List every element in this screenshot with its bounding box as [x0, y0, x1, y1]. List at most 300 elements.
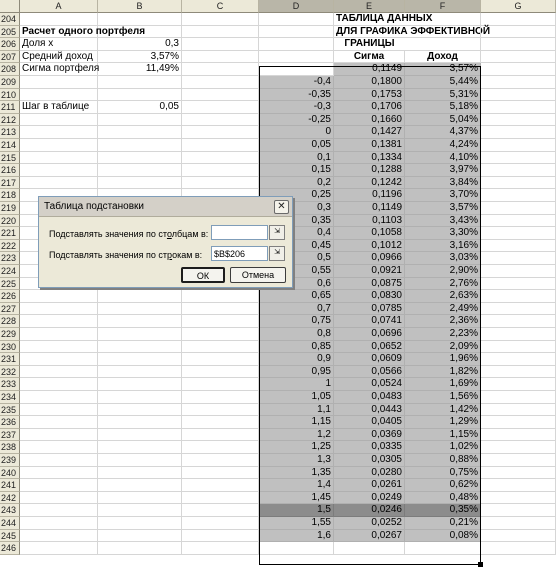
- row-header[interactable]: 239: [0, 454, 20, 467]
- cell-b[interactable]: 0,05: [98, 101, 182, 114]
- row-header[interactable]: 205: [0, 26, 20, 39]
- cell-b[interactable]: 3,57%: [98, 51, 182, 64]
- cell-e[interactable]: ТАБЛИЦА ДАННЫХ: [336, 13, 433, 24]
- cell-d[interactable]: 0,25: [259, 189, 334, 202]
- cell-e[interactable]: 0,0335: [334, 441, 405, 454]
- cell-f[interactable]: [405, 13, 481, 26]
- cell-empty[interactable]: [182, 353, 259, 366]
- cell-empty[interactable]: [481, 152, 556, 165]
- cell-e[interactable]: [334, 542, 405, 555]
- cell-e[interactable]: 0,1058: [334, 227, 405, 240]
- cell-empty[interactable]: [481, 51, 556, 64]
- ok-button[interactable]: ОК: [181, 267, 225, 283]
- cell-e[interactable]: 0,1427: [334, 126, 405, 139]
- fill-handle[interactable]: [478, 562, 483, 567]
- cell-d[interactable]: 1,55: [259, 517, 334, 530]
- cell-b[interactable]: [98, 542, 182, 555]
- cell-f[interactable]: 3,30%: [405, 227, 481, 240]
- cell-b[interactable]: [98, 530, 182, 543]
- cell-f[interactable]: 0,88%: [405, 454, 481, 467]
- cell-e[interactable]: 0,1103: [334, 215, 405, 228]
- row-ref-picker-icon[interactable]: ⇲: [269, 246, 285, 261]
- cell-b[interactable]: [98, 76, 182, 89]
- cell-a[interactable]: [20, 126, 98, 139]
- cell-empty[interactable]: [481, 416, 556, 429]
- cell-empty[interactable]: [481, 189, 556, 202]
- cell-f[interactable]: 5,31%: [405, 89, 481, 102]
- cell-a[interactable]: [20, 429, 98, 442]
- cell-empty[interactable]: [182, 76, 259, 89]
- cell-empty[interactable]: [182, 177, 259, 190]
- cell-a[interactable]: [20, 89, 98, 102]
- row-header[interactable]: 206: [0, 38, 20, 51]
- cell-e[interactable]: 0,0249: [334, 492, 405, 505]
- cell-empty[interactable]: [481, 429, 556, 442]
- cell-f[interactable]: 1,96%: [405, 353, 481, 366]
- row-header[interactable]: 208: [0, 63, 20, 76]
- cell-empty[interactable]: [481, 139, 556, 152]
- cell-d[interactable]: 1,25: [259, 441, 334, 454]
- cell-empty[interactable]: [481, 504, 556, 517]
- cell-f[interactable]: 3,84%: [405, 177, 481, 190]
- cell-empty[interactable]: [481, 202, 556, 215]
- row-header[interactable]: 227: [0, 303, 20, 316]
- cell-f[interactable]: 1,02%: [405, 441, 481, 454]
- cell-b[interactable]: [98, 315, 182, 328]
- cell-a[interactable]: Доля x: [20, 38, 98, 51]
- cell-empty[interactable]: [182, 391, 259, 404]
- cell-f[interactable]: 2,23%: [405, 328, 481, 341]
- cell-a[interactable]: [20, 504, 98, 517]
- row-header[interactable]: 228: [0, 315, 20, 328]
- cell-f[interactable]: 1,15%: [405, 429, 481, 442]
- cell-d[interactable]: 0,95: [259, 366, 334, 379]
- row-header[interactable]: 245: [0, 530, 20, 543]
- cell-empty[interactable]: [481, 101, 556, 114]
- row-header[interactable]: 220: [0, 215, 20, 228]
- cell-empty[interactable]: [182, 315, 259, 328]
- cell-empty[interactable]: [182, 303, 259, 316]
- cell-empty[interactable]: [182, 63, 259, 76]
- cell-empty[interactable]: [481, 467, 556, 480]
- cell-empty[interactable]: [481, 26, 556, 39]
- cell-empty[interactable]: [481, 114, 556, 127]
- cell-f[interactable]: 2,76%: [405, 278, 481, 291]
- cell-b[interactable]: [98, 152, 182, 165]
- cell-empty[interactable]: [481, 542, 556, 555]
- cell-a[interactable]: [20, 492, 98, 505]
- cell-f[interactable]: 0,75%: [405, 467, 481, 480]
- cell-e[interactable]: 0,1660: [334, 114, 405, 127]
- cell-empty[interactable]: [481, 76, 556, 89]
- cell-b[interactable]: [98, 404, 182, 417]
- cell-empty[interactable]: [481, 492, 556, 505]
- cell-a[interactable]: [20, 366, 98, 379]
- cell-e[interactable]: 0,0966: [334, 252, 405, 265]
- cell-e[interactable]: 0,0741: [334, 315, 405, 328]
- cell-d[interactable]: 0,75: [259, 315, 334, 328]
- select-all-corner[interactable]: [0, 0, 20, 13]
- cell-a[interactable]: [20, 76, 98, 89]
- cell-b[interactable]: [98, 517, 182, 530]
- cell-d[interactable]: 0,85: [259, 341, 334, 354]
- cell-empty[interactable]: [481, 126, 556, 139]
- cell-d[interactable]: 0,65: [259, 290, 334, 303]
- row-header[interactable]: 241: [0, 479, 20, 492]
- row-header[interactable]: 224: [0, 265, 20, 278]
- cell-d[interactable]: -0,3: [259, 101, 334, 114]
- cancel-button[interactable]: Отмена: [230, 267, 286, 283]
- cell-empty[interactable]: [481, 63, 556, 76]
- cell-f[interactable]: 2,90%: [405, 265, 481, 278]
- cell-e[interactable]: 0,1012: [334, 240, 405, 253]
- cell-b[interactable]: [98, 366, 182, 379]
- cell-a[interactable]: [20, 416, 98, 429]
- cell-empty[interactable]: [182, 504, 259, 517]
- cell-empty[interactable]: [182, 530, 259, 543]
- row-header[interactable]: 214: [0, 139, 20, 152]
- row-header[interactable]: 219: [0, 202, 20, 215]
- cell-empty[interactable]: [481, 38, 556, 51]
- cell-empty[interactable]: [182, 366, 259, 379]
- cell-d[interactable]: 1,4: [259, 479, 334, 492]
- cell-d[interactable]: -0,4: [259, 76, 334, 89]
- cell-f[interactable]: 0,35%: [405, 504, 481, 517]
- row-header[interactable]: 216: [0, 164, 20, 177]
- cell-e[interactable]: 0,1800: [334, 76, 405, 89]
- cell-d[interactable]: [259, 26, 334, 39]
- cell-empty[interactable]: [182, 517, 259, 530]
- row-header[interactable]: 236: [0, 416, 20, 429]
- cell-empty[interactable]: [481, 454, 556, 467]
- cell-a[interactable]: [20, 164, 98, 177]
- cell-a[interactable]: Сигма портфеля: [22, 63, 100, 75]
- cell-empty[interactable]: [182, 467, 259, 480]
- cell-e[interactable]: 0,0443: [334, 404, 405, 417]
- cell-f[interactable]: 0,21%: [405, 517, 481, 530]
- cell-a[interactable]: [20, 467, 98, 480]
- cell-e[interactable]: 0,0785: [334, 303, 405, 316]
- cell-empty[interactable]: [182, 13, 259, 26]
- cell-b[interactable]: [98, 479, 182, 492]
- cell-e[interactable]: 0,0696: [334, 328, 405, 341]
- cell-e[interactable]: 0,0280: [334, 467, 405, 480]
- cell-d[interactable]: 0,05: [259, 139, 334, 152]
- cell-b[interactable]: [98, 492, 182, 505]
- cell-f[interactable]: 0,62%: [405, 479, 481, 492]
- column-header-f[interactable]: F: [405, 0, 481, 13]
- row-header[interactable]: 231: [0, 353, 20, 366]
- cell-empty[interactable]: [481, 278, 556, 291]
- cell-a[interactable]: [20, 139, 98, 152]
- cell-a[interactable]: [20, 114, 98, 127]
- cell-a[interactable]: [20, 315, 98, 328]
- cell-b[interactable]: [98, 504, 182, 517]
- cell-e[interactable]: 0,0305: [334, 454, 405, 467]
- row-header[interactable]: 240: [0, 467, 20, 480]
- cell-d[interactable]: 0,9: [259, 353, 334, 366]
- cell-empty[interactable]: [182, 152, 259, 165]
- cell-e[interactable]: 0,0252: [334, 517, 405, 530]
- cell-f[interactable]: [405, 26, 481, 39]
- column-header-g[interactable]: G: [481, 0, 556, 13]
- cell-b[interactable]: 11,49%: [98, 63, 182, 76]
- cell-empty[interactable]: [182, 492, 259, 505]
- cell-d[interactable]: 0,6: [259, 278, 334, 291]
- cell-f[interactable]: 0,48%: [405, 492, 481, 505]
- cell-empty[interactable]: [182, 454, 259, 467]
- cell-e[interactable]: 0,0609: [334, 353, 405, 366]
- cell-f[interactable]: 5,04%: [405, 114, 481, 127]
- cell-empty[interactable]: [182, 328, 259, 341]
- cell-f[interactable]: 1,42%: [405, 404, 481, 417]
- row-header[interactable]: 232: [0, 366, 20, 379]
- cell-empty[interactable]: [481, 252, 556, 265]
- cell-d[interactable]: 0,45: [259, 240, 334, 253]
- cell-e[interactable]: ДЛЯ ГРАФИКА ЭФФЕКТИВНОЙ: [336, 25, 491, 37]
- cell-empty[interactable]: [182, 441, 259, 454]
- cell-empty[interactable]: [481, 328, 556, 341]
- cell-empty[interactable]: [182, 26, 259, 39]
- cell-f[interactable]: 1,56%: [405, 391, 481, 404]
- cell-empty[interactable]: [182, 378, 259, 391]
- cell-a[interactable]: [20, 303, 98, 316]
- cell-a[interactable]: [20, 530, 98, 543]
- cell-f[interactable]: 3,97%: [405, 164, 481, 177]
- cell-f[interactable]: 1,69%: [405, 378, 481, 391]
- cell-f[interactable]: 0,08%: [405, 530, 481, 543]
- cell-b[interactable]: [98, 177, 182, 190]
- column-header-a[interactable]: A: [20, 0, 98, 13]
- close-icon[interactable]: ✕: [274, 200, 289, 214]
- cell-empty[interactable]: [481, 303, 556, 316]
- cell-empty[interactable]: [182, 139, 259, 152]
- cell-empty[interactable]: [182, 51, 259, 64]
- row-header[interactable]: 237: [0, 429, 20, 442]
- cell-f[interactable]: 3,70%: [405, 189, 481, 202]
- cell-empty[interactable]: [182, 542, 259, 555]
- cell-f[interactable]: 2,36%: [405, 315, 481, 328]
- cell-empty[interactable]: [481, 479, 556, 492]
- cell-empty[interactable]: [182, 290, 259, 303]
- cell-a[interactable]: [20, 479, 98, 492]
- cell-a[interactable]: [20, 441, 98, 454]
- cell-empty[interactable]: [481, 517, 556, 530]
- column-input-field[interactable]: [211, 225, 268, 240]
- cell-d[interactable]: 0,3: [259, 202, 334, 215]
- row-header[interactable]: 234: [0, 391, 20, 404]
- cell-f[interactable]: 4,10%: [405, 152, 481, 165]
- row-header[interactable]: 243: [0, 504, 20, 517]
- cell-e[interactable]: 0,1149: [334, 202, 405, 215]
- column-header-e[interactable]: E: [334, 0, 405, 13]
- cell-f[interactable]: 1,29%: [405, 416, 481, 429]
- cell-e[interactable]: 0,1242: [334, 177, 405, 190]
- cell-d[interactable]: 0,55: [259, 265, 334, 278]
- cell-empty[interactable]: [182, 341, 259, 354]
- cell-f[interactable]: 4,24%: [405, 139, 481, 152]
- cell-d[interactable]: 1,5: [259, 504, 334, 517]
- cell-empty[interactable]: [481, 530, 556, 543]
- cell-f[interactable]: 4,37%: [405, 126, 481, 139]
- cell-f[interactable]: 3,57%: [405, 202, 481, 215]
- cell-d[interactable]: 0,35: [259, 215, 334, 228]
- cell-b[interactable]: [98, 114, 182, 127]
- cell-e[interactable]: 0,1381: [334, 139, 405, 152]
- cell-e[interactable]: 0,1196: [334, 189, 405, 202]
- cell-e[interactable]: 0,1288: [334, 164, 405, 177]
- cell-empty[interactable]: [481, 441, 556, 454]
- cell-empty[interactable]: [481, 378, 556, 391]
- cell-empty[interactable]: [481, 265, 556, 278]
- cell-b[interactable]: [98, 454, 182, 467]
- cell-e[interactable]: 0,0369: [334, 429, 405, 442]
- cell-b[interactable]: [98, 89, 182, 102]
- row-header[interactable]: 215: [0, 152, 20, 165]
- cell-e[interactable]: 0,1753: [334, 89, 405, 102]
- cell-empty[interactable]: [481, 240, 556, 253]
- cell-empty[interactable]: [182, 164, 259, 177]
- row-header[interactable]: 235: [0, 404, 20, 417]
- cell-a[interactable]: [20, 177, 98, 190]
- column-header-d[interactable]: D: [259, 0, 334, 13]
- cell-f[interactable]: 2,63%: [405, 290, 481, 303]
- cell-d[interactable]: [259, 542, 334, 555]
- cell-a[interactable]: [20, 290, 98, 303]
- row-header[interactable]: 210: [0, 89, 20, 102]
- cell-f[interactable]: 5,44%: [405, 76, 481, 89]
- cell-a[interactable]: [20, 404, 98, 417]
- row-header[interactable]: 242: [0, 492, 20, 505]
- cell-e[interactable]: 0,1706: [334, 101, 405, 114]
- cell-e[interactable]: 0,0483: [334, 391, 405, 404]
- cell-e[interactable]: Сигма: [334, 51, 405, 64]
- cell-b[interactable]: [98, 378, 182, 391]
- cell-d[interactable]: 0,1: [259, 152, 334, 165]
- cell-d[interactable]: 0,2: [259, 177, 334, 190]
- cell-f[interactable]: 3,03%: [405, 252, 481, 265]
- cell-b[interactable]: [98, 303, 182, 316]
- row-header[interactable]: 209: [0, 76, 20, 89]
- cell-f[interactable]: 3,57%: [405, 63, 481, 76]
- cell-b[interactable]: [98, 416, 182, 429]
- cell-empty[interactable]: [182, 404, 259, 417]
- row-header[interactable]: 213: [0, 126, 20, 139]
- cell-empty[interactable]: [481, 341, 556, 354]
- cell-a[interactable]: [20, 328, 98, 341]
- row-header[interactable]: 211: [0, 101, 20, 114]
- cell-e[interactable]: 0,0261: [334, 479, 405, 492]
- cell-e[interactable]: 0,0875: [334, 278, 405, 291]
- cell-a[interactable]: [20, 391, 98, 404]
- cell-d[interactable]: -0,25: [259, 114, 334, 127]
- cell-empty[interactable]: [182, 416, 259, 429]
- cell-f[interactable]: [405, 38, 481, 51]
- cell-a[interactable]: [20, 517, 98, 530]
- cell-e[interactable]: 0,0405: [334, 416, 405, 429]
- row-header[interactable]: 226: [0, 290, 20, 303]
- cell-d[interactable]: 0,5: [259, 252, 334, 265]
- cell-empty[interactable]: [481, 290, 556, 303]
- cell-e[interactable]: 0,0566: [334, 366, 405, 379]
- cell-b[interactable]: [98, 429, 182, 442]
- cell-d[interactable]: 0,8: [259, 328, 334, 341]
- cell-d[interactable]: 1,15: [259, 416, 334, 429]
- cell-f[interactable]: 3,43%: [405, 215, 481, 228]
- cell-f[interactable]: Доход: [405, 51, 481, 64]
- column-header-b[interactable]: B: [98, 0, 182, 13]
- cell-a[interactable]: Средний доход: [20, 51, 98, 64]
- cell-empty[interactable]: [481, 366, 556, 379]
- cell-a[interactable]: [20, 152, 98, 165]
- cell-d[interactable]: 0: [259, 126, 334, 139]
- column-ref-picker-icon[interactable]: ⇲: [269, 225, 285, 240]
- cell-f[interactable]: 2,09%: [405, 341, 481, 354]
- cell-empty[interactable]: [481, 164, 556, 177]
- cell-b[interactable]: [98, 26, 182, 39]
- cell-empty[interactable]: [481, 177, 556, 190]
- cell-f[interactable]: 2,49%: [405, 303, 481, 316]
- cell-e[interactable]: 0,1149: [334, 63, 405, 76]
- cell-empty[interactable]: [182, 479, 259, 492]
- cell-d[interactable]: [259, 51, 334, 64]
- cell-empty[interactable]: [481, 13, 556, 26]
- cell-empty[interactable]: [182, 89, 259, 102]
- cell-d[interactable]: 0,4: [259, 227, 334, 240]
- cell-empty[interactable]: [481, 353, 556, 366]
- cell-b[interactable]: [98, 164, 182, 177]
- cell-b[interactable]: [98, 328, 182, 341]
- cell-b[interactable]: [98, 391, 182, 404]
- cell-a[interactable]: [20, 378, 98, 391]
- cell-b[interactable]: [98, 441, 182, 454]
- row-header[interactable]: 217: [0, 177, 20, 190]
- cell-empty[interactable]: [182, 114, 259, 127]
- cell-d[interactable]: [259, 63, 334, 76]
- cell-empty[interactable]: [182, 38, 259, 51]
- cell-empty[interactable]: [182, 101, 259, 114]
- row-header[interactable]: 212: [0, 114, 20, 127]
- cell-empty[interactable]: [481, 227, 556, 240]
- row-header[interactable]: 218: [0, 189, 20, 202]
- cell-f[interactable]: 5,18%: [405, 101, 481, 114]
- row-header[interactable]: 233: [0, 378, 20, 391]
- row-header[interactable]: 238: [0, 441, 20, 454]
- row-header[interactable]: 222: [0, 240, 20, 253]
- cell-empty[interactable]: [481, 391, 556, 404]
- cell-d[interactable]: 1,05: [259, 391, 334, 404]
- cell-e[interactable]: 0,1334: [334, 152, 405, 165]
- row-header[interactable]: 229: [0, 328, 20, 341]
- row-header[interactable]: 204: [0, 13, 20, 26]
- cell-d[interactable]: 1,2: [259, 429, 334, 442]
- row-header[interactable]: 225: [0, 278, 20, 291]
- row-header[interactable]: 223: [0, 252, 20, 265]
- cell-a[interactable]: [20, 13, 98, 26]
- cell-empty[interactable]: [481, 89, 556, 102]
- row-header[interactable]: 244: [0, 517, 20, 530]
- cell-empty[interactable]: [481, 315, 556, 328]
- cell-a[interactable]: [20, 454, 98, 467]
- row-header[interactable]: 246: [0, 542, 20, 555]
- row-header[interactable]: 207: [0, 51, 20, 64]
- cell-empty[interactable]: [481, 404, 556, 417]
- cell-e[interactable]: 0,0921: [334, 265, 405, 278]
- cell-empty[interactable]: [182, 429, 259, 442]
- cell-a[interactable]: [20, 353, 98, 366]
- cell-a[interactable]: Шаг в таблице: [20, 101, 98, 114]
- cell-d[interactable]: 0,7: [259, 303, 334, 316]
